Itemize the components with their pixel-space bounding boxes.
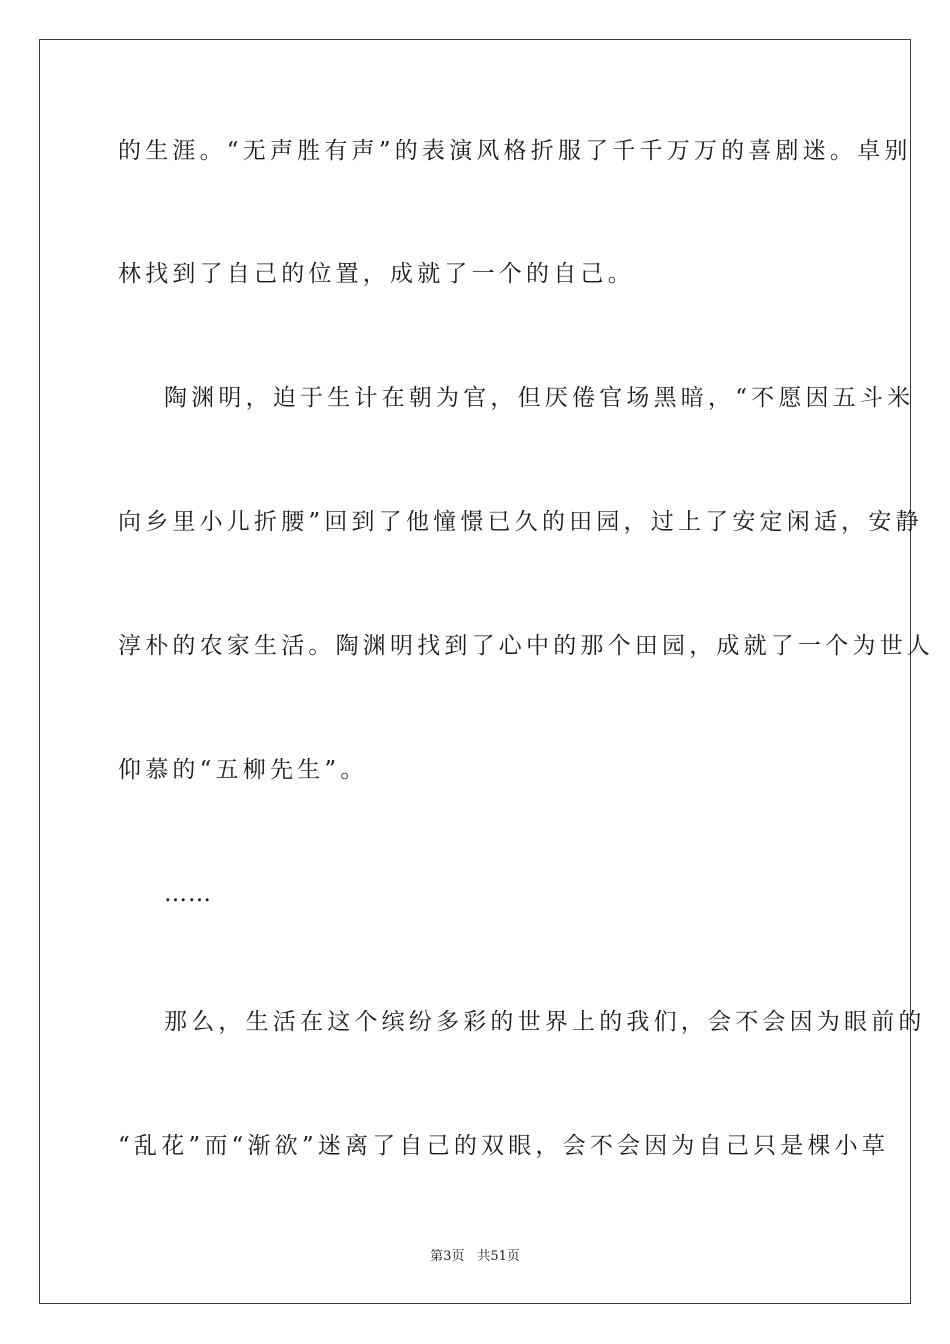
text-line: 那么，生活在这个缤纷多彩的世界上的我们，会不会因为眼前的 — [164, 1009, 926, 1035]
text-line: 淳朴的农家生活。陶渊明找到了心中的那个田园，成就了一个为世人 — [118, 633, 934, 659]
page-border — [39, 39, 934, 1304]
text-line: “乱花”而“渐欲”迷离了自己的双眼，会不会因为自己只是棵小草 — [118, 1133, 890, 1159]
ellipsis-line: …… — [164, 881, 212, 907]
text-line: 仰慕的“五柳先生”。 — [118, 757, 368, 783]
text-line: 向乡里小儿折腰”回到了他憧憬已久的田园，过上了安定闲适，安静 — [118, 509, 923, 535]
text-line: 林找到了自己的位置，成就了一个的自己。 — [118, 261, 635, 287]
text-line: 的生涯。“无声胜有声”的表演风格折服了千千万万的喜剧迷。卓别 — [118, 138, 912, 164]
page-number: 第3页 共51页 — [430, 1249, 520, 1264]
text-line: 陶渊明，迫于生计在朝为官，但厌倦官场黑暗，“不愿因五斗米 — [164, 385, 915, 411]
